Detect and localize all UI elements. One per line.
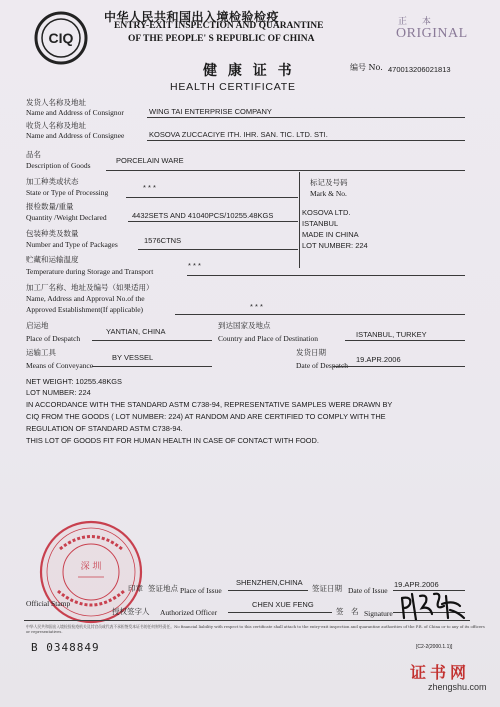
destination-value: ISTANBUL, TURKEY [356, 330, 427, 339]
place-of-issue-value: SHENZHEN,CHINA [236, 578, 303, 587]
despatch-date-underline [333, 366, 465, 367]
establishment-value: * * * [250, 302, 263, 311]
processing-underline [126, 197, 298, 198]
despatch-place-value: YANTIAN, CHINA [106, 327, 166, 336]
signature-label-en: Signature [364, 609, 393, 618]
marks-divider [299, 172, 300, 268]
processing-value: * * * [143, 183, 156, 192]
establishment-label-cn: 加工厂名称、地址及编号（如果适用） [26, 283, 154, 292]
consignor-underline [147, 117, 465, 118]
original-mark-en: ORIGINAL [396, 26, 468, 41]
temperature-label-cn: 贮藏和运输温度 [26, 255, 79, 264]
despatch-date-label-en: Date of Despatch [296, 361, 349, 370]
officer-underline [228, 612, 332, 613]
header-en-line2: OF THE PEOPLE' S REPUBLIC OF CHINA [128, 34, 315, 44]
consignor-label-cn: 发货人名称及地址 [26, 98, 86, 107]
conveyance-label-cn: 运输工具 [26, 348, 56, 357]
body-line-2: LOT NUMBER: 224 [26, 388, 91, 397]
destination-underline [345, 340, 465, 341]
consignee-underline [147, 140, 465, 141]
date-of-issue-value: 19.APR.2006 [394, 580, 439, 589]
stamp-label-en: Official Stamp [26, 599, 71, 608]
consignor-label-en: Name and Address of Consignor [26, 108, 124, 117]
goods-label-en: Description of Goods [26, 161, 91, 170]
marks-line-4: LOT NUMBER: 224 [302, 241, 368, 250]
consignee-label-cn: 收货人名称及地址 [26, 121, 86, 130]
signature-label-cn: 签 名 [336, 607, 359, 616]
original-mark-cn: 正 本 [398, 17, 437, 27]
handwritten-signature [398, 588, 468, 624]
legal-footnote: 中华人民共和国出入境检验检疫机关及其官员或代表不承担签发本证书的任何财经责任。No financial liability with respect to this certificate shall attach to the entry-exit inspection and quarantine authorities of the P.R. of China or to any of its officers or representatives. [26, 624, 485, 634]
place-of-issue-underline [228, 590, 308, 591]
marks-line-3: MADE IN CHINA [302, 230, 359, 239]
conveyance-underline [92, 366, 212, 367]
despatch-date-value: 19.APR.2006 [356, 355, 401, 364]
establishment-label-en-1: Name, Address and Approval No.of the [26, 294, 145, 303]
establishment-underline [175, 314, 465, 315]
cert-no-label: 编号 No. [350, 63, 383, 72]
marks-label-cn: 标记及号码 [310, 178, 348, 187]
body-line-4: CIQ FROM THE GOODS ( LOT NUMBER: 224) AT RANDOM AND ARE CERTIFIED TO COMPLY WITH THE [26, 412, 386, 421]
watermark-cn: 证书网 [410, 663, 471, 682]
marks-line-1: KOSOVA LTD. [302, 208, 351, 217]
title-cn: 健 康 证 书 [203, 63, 295, 79]
footer-divider [24, 620, 470, 621]
watermark-url: zhengshu.com [428, 682, 487, 692]
consignor-value: WING TAI ENTERPRISE COMPANY [149, 107, 272, 116]
packages-label-cn: 包装种类及数量 [26, 229, 79, 238]
quantity-value: 4432SETS AND 41040PCS/10255.48KGS [132, 211, 274, 220]
processing-label-en: State or Type of Processing [26, 188, 109, 197]
packages-label-en: Number and Type of Packages [26, 240, 118, 249]
ciq-logo-icon [33, 10, 89, 66]
consignee-value: KOSOVA ZUCCACIYE ITH. IHR. SAN. TIC. LTD. STI. [149, 130, 328, 139]
despatch-place-label-en: Place of Despatch [26, 334, 81, 343]
body-line-5: REGULATION OF STANDARD ASTM C738-94. [26, 424, 183, 433]
conveyance-label-en: Means of Conveyance [26, 361, 94, 370]
title-en: HEALTH CERTIFICATE [170, 81, 296, 93]
goods-label-cn: 品名 [26, 150, 41, 159]
destination-label-cn: 到达国家及地点 [218, 321, 271, 330]
date-of-issue-label-cn: 签证日期 [312, 584, 342, 593]
logo-text: CIQ [48, 30, 74, 46]
despatch-date-label-cn: 发货日期 [296, 348, 326, 357]
destination-label-en: Country and Place of Destination [218, 334, 318, 343]
date-of-issue-label-en: Date of Issue [348, 586, 388, 595]
marks-label-en: Mark & No. [310, 189, 347, 198]
goods-value: PORCELAIN WARE [116, 156, 184, 165]
header-en-line1: ENTRY-EXIT INSPECTION AND QUARANTINE [114, 21, 324, 31]
marks-line-2: ISTANBUL [302, 219, 339, 228]
place-of-issue-label-en: Place of Issue [180, 586, 222, 595]
serial-number: B 0348849 [31, 641, 100, 654]
quantity-label-en: Quantity /Weight Declared [26, 213, 107, 222]
despatch-place-underline [92, 340, 212, 341]
temperature-label-en: Temperature during Storage and Transport [26, 267, 154, 276]
body-line-1: NET WEIGHT: 10255.48KGS [26, 377, 122, 386]
body-line-3: IN ACCORDANCE WITH THE STANDARD ASTM C738-94, REPRESENTATIVE SAMPLES WERE DRAWN BY [26, 400, 393, 409]
officer-label-cn: 授权签字人 [112, 607, 150, 616]
officer-label-en: Authorized Officer [160, 608, 218, 617]
quantity-underline [128, 221, 298, 222]
officer-value: CHEN XUE FENG [252, 600, 314, 609]
processing-label-cn: 加工种类或状态 [26, 177, 79, 186]
header-cn: 中华人民共和国出入境检验检疫 [104, 10, 280, 24]
stamp-label-cn: 印章 [128, 584, 143, 593]
cert-no-value: 470013206021813 [388, 65, 451, 74]
svg-text:深 圳: 深 圳 [80, 562, 102, 572]
establishment-label-en-2: Approved Establishment(If applicable) [26, 305, 144, 314]
place-of-issue-label-cn: 签证地点 [148, 584, 178, 593]
conveyance-value: BY VESSEL [112, 353, 154, 362]
temperature-underline [187, 275, 465, 276]
goods-underline [106, 170, 465, 171]
quantity-label-cn: 报检数量/重量 [26, 202, 74, 211]
packages-underline [138, 249, 298, 250]
temperature-value: * * * [188, 261, 201, 270]
form-code: [C2-2(2000.1.1)] [416, 644, 453, 650]
body-line-6: THIS LOT OF GOODS FIT FOR HUMAN HEALTH IN CASE OF CONTACT WITH FOOD. [26, 436, 319, 445]
despatch-place-label-cn: 启运地 [26, 321, 49, 330]
packages-value: 1576CTNS [144, 236, 182, 245]
consignee-label-en: Name and Address of Consignee [26, 131, 125, 140]
